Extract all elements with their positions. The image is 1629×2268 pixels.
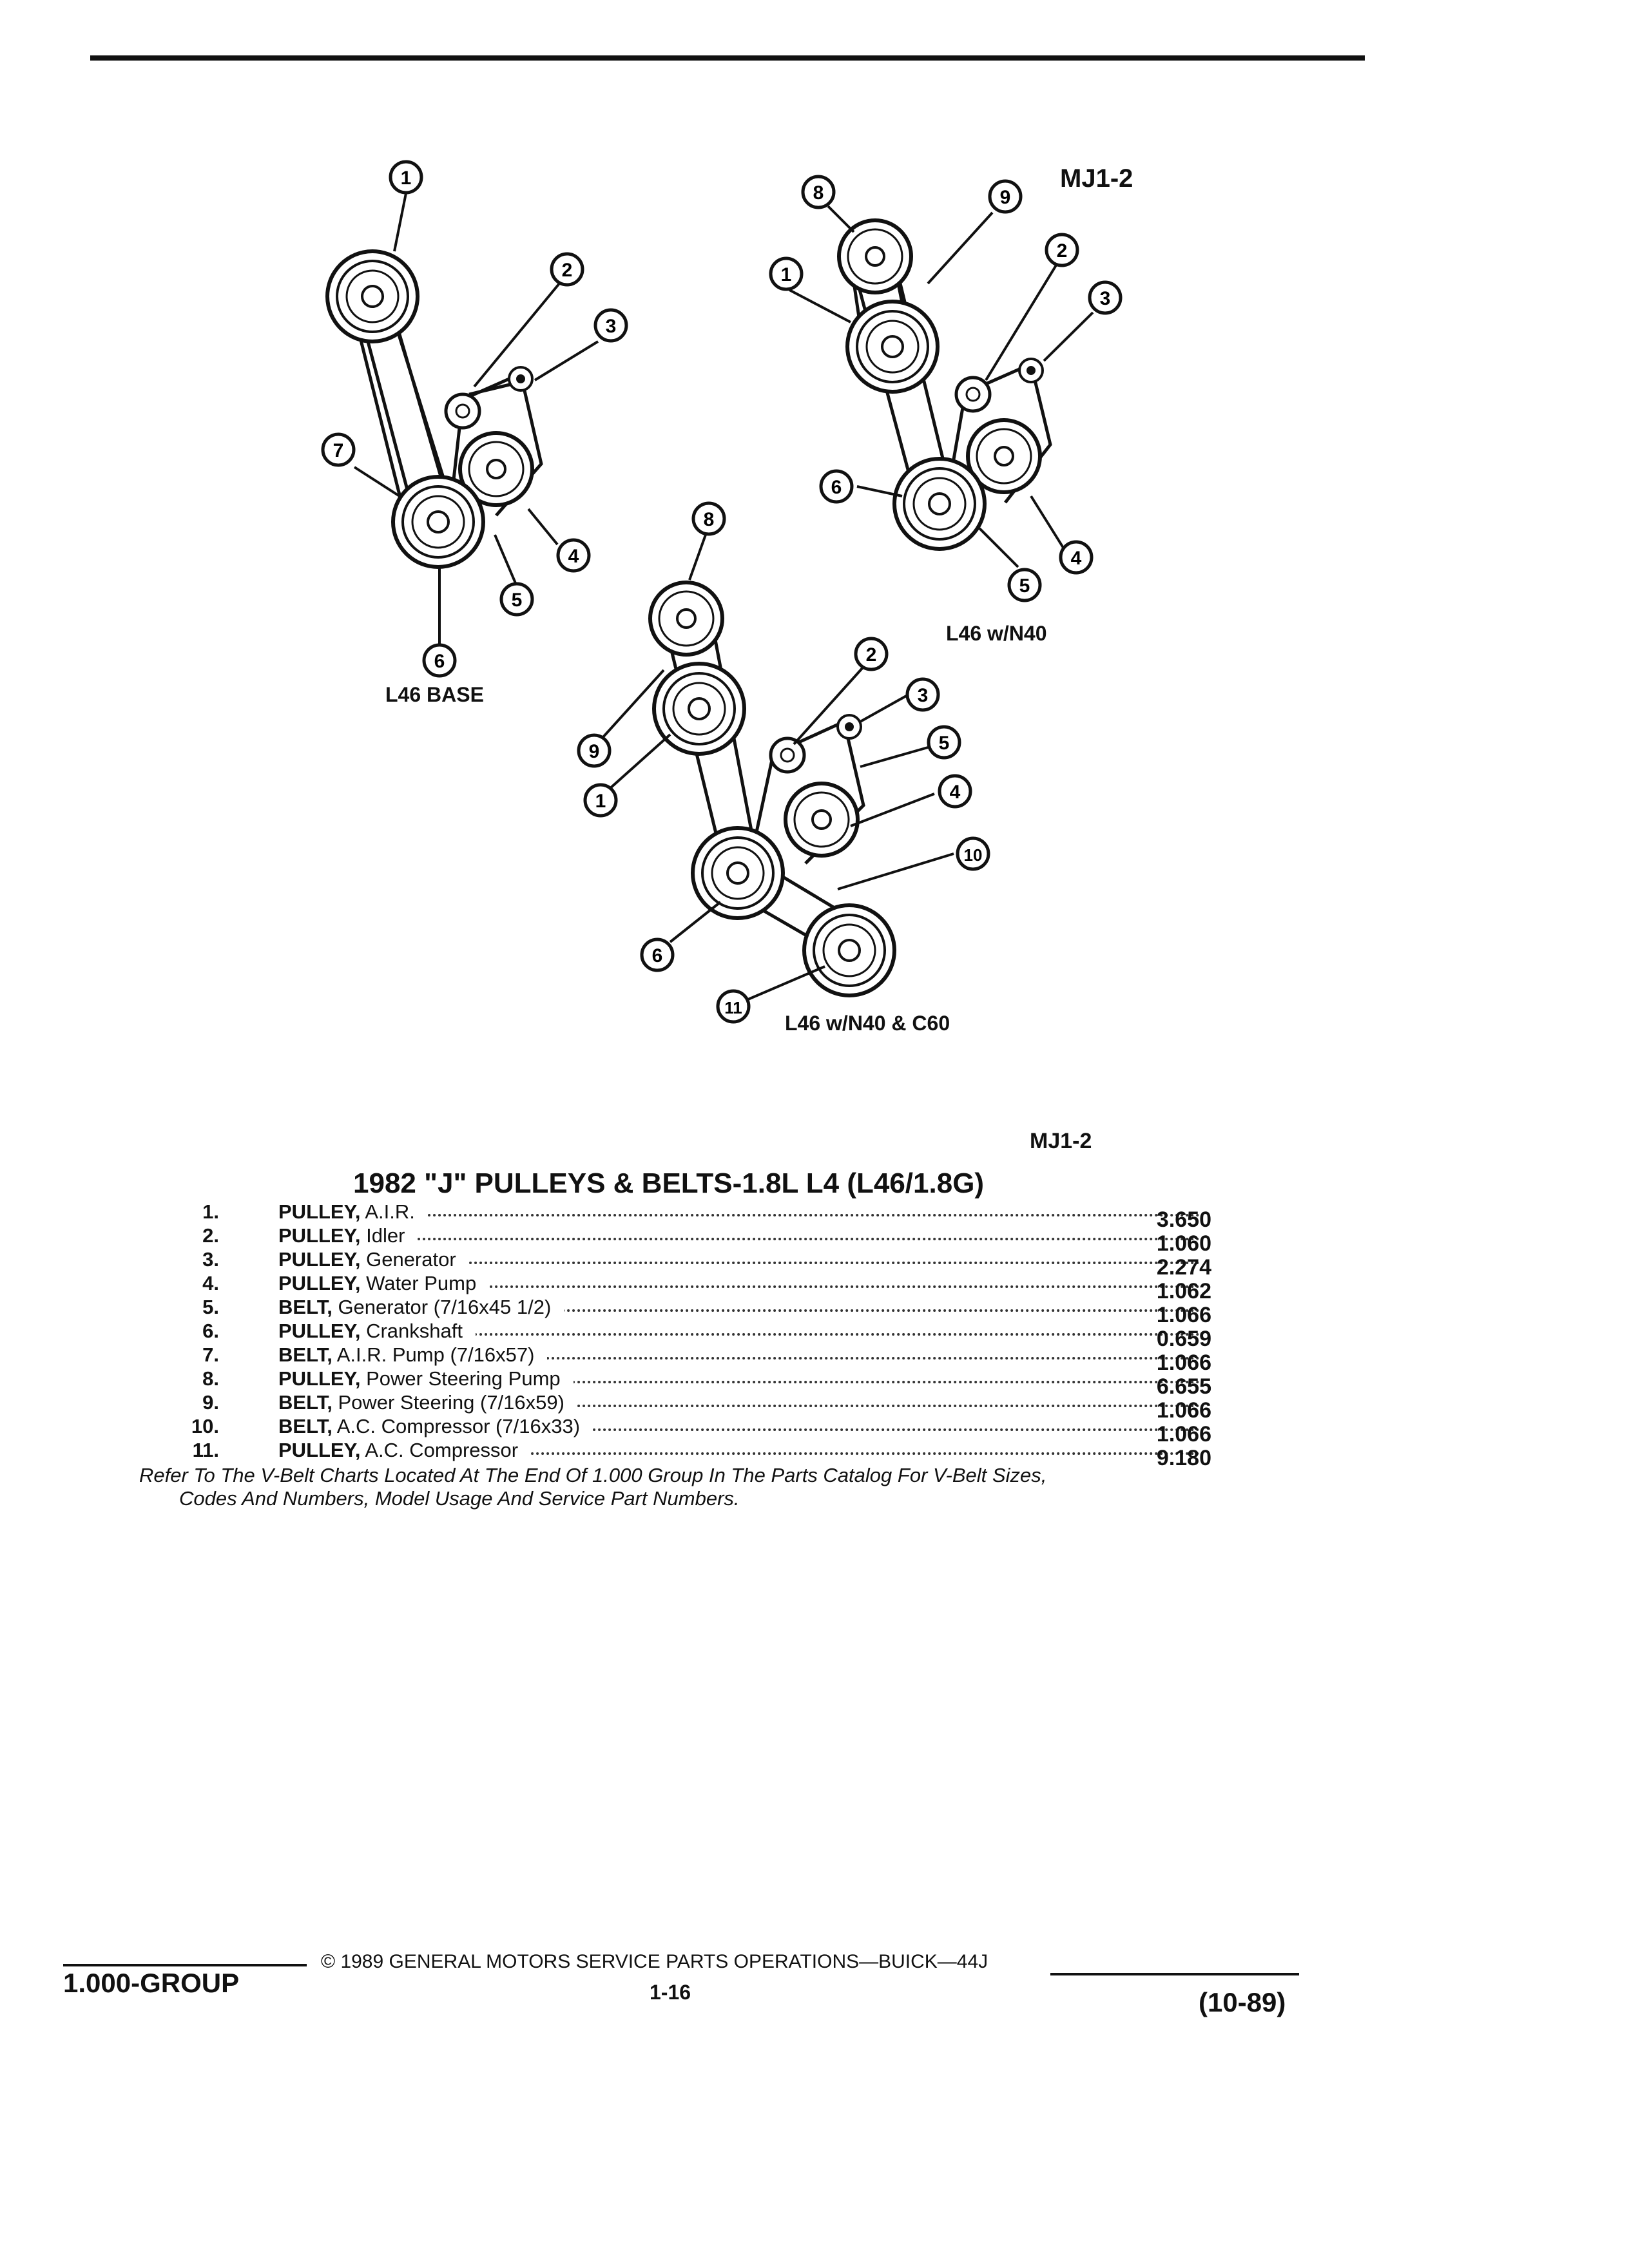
air-pulley-icon bbox=[847, 302, 938, 392]
variant-label-base: L46 BASE bbox=[385, 683, 484, 706]
item-description bbox=[278, 1367, 574, 1390]
list-item bbox=[155, 1200, 1211, 1232]
svg-text:3: 3 bbox=[1099, 288, 1111, 309]
svg-text:7: 7 bbox=[333, 440, 344, 461]
air-pulley-icon bbox=[654, 664, 744, 754]
item-number: 4. bbox=[202, 1272, 219, 1294]
svg-text:2: 2 bbox=[865, 644, 877, 666]
reference-note bbox=[139, 1464, 1273, 1510]
item-type: PULLEY, bbox=[278, 1272, 361, 1294]
item-text: Power Steering Pump bbox=[366, 1367, 567, 1390]
svg-text:6: 6 bbox=[831, 477, 842, 498]
idler-pulley-icon bbox=[956, 378, 990, 411]
item-text: Generator bbox=[366, 1248, 463, 1271]
item-number: 2. bbox=[202, 1224, 219, 1247]
svg-text:6: 6 bbox=[434, 651, 445, 672]
item-description bbox=[278, 1200, 428, 1224]
item-type: PULLEY, bbox=[278, 1224, 361, 1247]
svg-text:3: 3 bbox=[917, 685, 929, 706]
item-value: 1.066 bbox=[1156, 1422, 1211, 1446]
item-value: 1.066 bbox=[1156, 1398, 1211, 1423]
item-type: PULLEY, bbox=[278, 1439, 361, 1461]
item-description bbox=[278, 1414, 593, 1438]
svg-text:6: 6 bbox=[651, 945, 663, 966]
svg-text:10: 10 bbox=[963, 845, 983, 865]
item-description bbox=[278, 1295, 564, 1319]
diagram-l46-w-n40-c60 bbox=[579, 503, 988, 1022]
svg-text:5: 5 bbox=[938, 733, 950, 754]
item-description bbox=[278, 1247, 469, 1271]
crankshaft-pulley-icon bbox=[693, 828, 783, 918]
revision-date: (10-89) bbox=[1199, 1987, 1286, 2017]
item-text: Generator (7/16x45 1/2) bbox=[338, 1296, 557, 1318]
item-number: 5. bbox=[202, 1296, 219, 1318]
svg-text:3: 3 bbox=[605, 316, 617, 337]
generator-pulley-icon bbox=[1019, 359, 1043, 382]
svg-text:1: 1 bbox=[400, 168, 412, 189]
item-text: Water Pump bbox=[366, 1272, 483, 1294]
item-value: 1.062 bbox=[1156, 1279, 1211, 1303]
page-number: 1-16 bbox=[650, 1981, 691, 2004]
item-number: 6. bbox=[202, 1320, 219, 1342]
power-steering-pulley-icon bbox=[839, 220, 911, 293]
parts-list bbox=[155, 1200, 1211, 1470]
item-type: BELT, bbox=[278, 1391, 333, 1414]
variant-label-n40-c60: L46 w/N40 & C60 bbox=[785, 1012, 950, 1035]
crankshaft-pulley-icon bbox=[393, 477, 483, 567]
reference-code: MJ1-2 bbox=[1030, 1129, 1092, 1153]
list-item bbox=[155, 1319, 1211, 1351]
crankshaft-pulley-icon bbox=[894, 459, 985, 549]
item-text: Idler bbox=[366, 1224, 411, 1247]
list-item bbox=[155, 1224, 1211, 1256]
idler-pulley-icon bbox=[446, 394, 479, 428]
svg-text:2: 2 bbox=[561, 260, 573, 281]
item-value: 6.655 bbox=[1156, 1374, 1211, 1399]
svg-text:5: 5 bbox=[1019, 575, 1030, 597]
idler-pulley-icon bbox=[771, 738, 804, 772]
list-item bbox=[155, 1414, 1211, 1446]
note-line-1: Refer To The V-Belt Charts Located At The End Of 1.000 Group In The Parts Catalog For V-Belt Sizes, bbox=[139, 1464, 1047, 1486]
variant-label-n40: L46 w/N40 bbox=[946, 622, 1047, 645]
item-value: 1.060 bbox=[1156, 1231, 1211, 1256]
svg-text:1: 1 bbox=[780, 264, 792, 285]
air-pulley-icon bbox=[319, 243, 426, 350]
pulley-belt-diagram bbox=[0, 0, 1629, 1121]
item-type: PULLEY, bbox=[278, 1200, 361, 1223]
ac-compressor-pulley-icon bbox=[804, 905, 894, 995]
item-type: BELT, bbox=[278, 1415, 333, 1437]
item-type: PULLEY, bbox=[278, 1320, 361, 1342]
power-steering-pulley-icon bbox=[650, 582, 722, 655]
item-description bbox=[278, 1390, 577, 1414]
list-item bbox=[155, 1295, 1211, 1327]
item-description bbox=[278, 1343, 547, 1367]
item-number: 1. bbox=[202, 1200, 219, 1223]
diagram-l46-w-n40 bbox=[771, 177, 1121, 601]
item-number: 3. bbox=[202, 1248, 219, 1271]
item-value: 2.274 bbox=[1156, 1255, 1211, 1280]
svg-text:9: 9 bbox=[588, 741, 600, 762]
item-type: PULLEY, bbox=[278, 1248, 361, 1271]
item-text: A.C. Compressor (7/16x33) bbox=[337, 1415, 586, 1437]
svg-text:8: 8 bbox=[813, 182, 824, 204]
item-number: 7. bbox=[202, 1343, 219, 1366]
item-number: 11. bbox=[192, 1439, 219, 1461]
generator-pulley-icon bbox=[509, 367, 532, 390]
footer-group-label: 1.000-GROUP bbox=[63, 1968, 240, 1998]
svg-text:1: 1 bbox=[595, 791, 606, 812]
list-item bbox=[155, 1343, 1211, 1375]
svg-text:4: 4 bbox=[1070, 548, 1082, 569]
note-line-2: Codes And Numbers, Model Usage And Service Part Numbers. bbox=[179, 1487, 740, 1510]
item-type: BELT, bbox=[278, 1296, 333, 1318]
item-description bbox=[278, 1438, 531, 1462]
svg-text:11: 11 bbox=[724, 998, 742, 1017]
item-text: A.I.R. Pump (7/16x57) bbox=[337, 1343, 541, 1366]
list-item bbox=[155, 1271, 1211, 1303]
item-number: 9. bbox=[202, 1391, 219, 1414]
item-value: 3.650 bbox=[1156, 1207, 1211, 1232]
item-description bbox=[278, 1271, 489, 1295]
footer-rule-right bbox=[1050, 1973, 1299, 1975]
list-item bbox=[155, 1390, 1211, 1423]
svg-text:8: 8 bbox=[703, 509, 715, 530]
item-text: A.I.R. bbox=[365, 1200, 421, 1223]
list-item bbox=[155, 1438, 1211, 1470]
item-type: BELT, bbox=[278, 1343, 333, 1366]
item-value: 9.180 bbox=[1156, 1446, 1211, 1470]
item-value: 0.659 bbox=[1156, 1327, 1211, 1351]
item-number: 8. bbox=[202, 1367, 219, 1390]
item-value: 1.066 bbox=[1156, 1303, 1211, 1327]
item-text: Crankshaft bbox=[366, 1320, 469, 1342]
list-item bbox=[155, 1247, 1211, 1280]
belt-routing-svg bbox=[0, 0, 1629, 1121]
list-item bbox=[155, 1367, 1211, 1399]
footer-copyright: © 1989 GENERAL MOTORS SERVICE PARTS OPERATIONS—BUICK—44J bbox=[321, 1951, 988, 1972]
diagram-l46-base bbox=[319, 162, 626, 676]
item-text: Power Steering (7/16x59) bbox=[338, 1391, 571, 1414]
svg-text:9: 9 bbox=[999, 187, 1011, 208]
item-description bbox=[278, 1224, 418, 1247]
item-value: 1.066 bbox=[1156, 1350, 1211, 1375]
water-pump-pulley-icon bbox=[786, 783, 858, 856]
generator-pulley-icon bbox=[838, 715, 861, 738]
item-number: 10. bbox=[191, 1415, 219, 1437]
item-text: A.C. Compressor bbox=[365, 1439, 525, 1461]
svg-text:4: 4 bbox=[568, 546, 579, 567]
svg-text:5: 5 bbox=[511, 590, 523, 611]
item-description bbox=[278, 1319, 476, 1343]
item-type: PULLEY, bbox=[278, 1367, 361, 1390]
diagram-code: MJ1-2 bbox=[1060, 164, 1133, 193]
footer-rule-left bbox=[63, 1964, 307, 1966]
svg-text:4: 4 bbox=[949, 782, 961, 803]
page-title: 1982 "J" PULLEYS & BELTS-1.8L L4 (L46/1.8G) bbox=[353, 1168, 985, 1199]
svg-text:2: 2 bbox=[1056, 240, 1068, 262]
